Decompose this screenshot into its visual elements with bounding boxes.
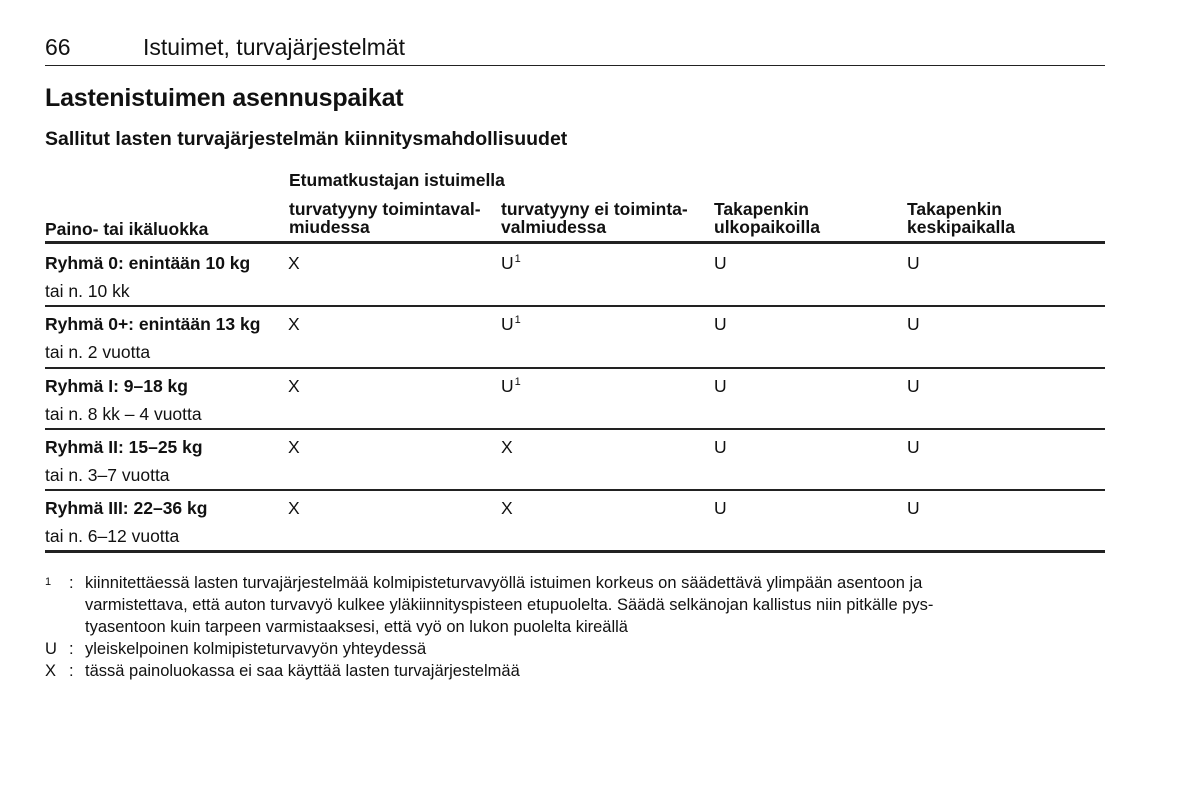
- cell-value: U: [501, 253, 514, 273]
- table-row: [45, 429, 1105, 489]
- footnote-line: tyasentoon kuin tarpeen varmistaaksesi, että vyö on lukon puolelta kireällä: [85, 618, 628, 636]
- row-group-label: Ryhmä 0+: enintään 13 kg: [45, 314, 261, 334]
- column-header-line: turvatyyny toimintaval-: [289, 199, 481, 219]
- cell-airbag-inactive: [501, 437, 514, 458]
- cell-rear-outer: U: [714, 376, 727, 396]
- column-header-text: Paino- tai ikäluokka: [45, 219, 209, 239]
- cell-value: U: [501, 376, 514, 396]
- footnote-text: tässä painoluokassa ei saa käyttää lasten turvajärjestelmää: [85, 662, 520, 680]
- row-age-label: tai n. 6–12 vuotta: [45, 526, 180, 546]
- footnote-colon: :: [69, 574, 74, 592]
- cell-rear-center: U: [907, 314, 920, 334]
- cell-rear-outer: U: [714, 253, 727, 273]
- table-row: [45, 490, 1105, 550]
- column-header-airbag-active: [289, 200, 481, 236]
- column-header-line: Takapenkin: [714, 199, 809, 219]
- table-bottom-rule: [45, 550, 1105, 553]
- front-seat-group-header: Etumatkustajan istuimella: [289, 170, 505, 190]
- column-header-line: Takapenkin: [907, 199, 1002, 219]
- cell-rear-outer: U: [714, 498, 727, 518]
- column-header-airbag-inactive: [501, 200, 688, 236]
- footnote-key: X: [45, 662, 57, 680]
- footnote-1: [45, 572, 1115, 638]
- row-age-label: tai n. 10 kk: [45, 281, 130, 301]
- cell-rear-outer: U: [714, 314, 727, 334]
- cell-airbag-active: X: [288, 253, 300, 273]
- cell-rear-outer: U: [714, 437, 727, 457]
- cell-rear-center: U: [907, 376, 920, 396]
- footnote-text: [85, 572, 1115, 638]
- footnote-ref: 1: [514, 314, 521, 326]
- footnote-ref: 1: [514, 253, 521, 265]
- column-header-line: ulkopaikoilla: [714, 217, 820, 237]
- page-number: 66: [45, 34, 71, 60]
- footnote-ref: 1: [514, 376, 521, 388]
- table-row: [45, 245, 1105, 305]
- section-title: Lastenistuimen asennuspaikat: [45, 84, 404, 112]
- column-header-rear-center: [907, 200, 1015, 236]
- cell-airbag-inactive: [501, 376, 521, 397]
- footnote-colon: :: [69, 662, 74, 680]
- table-row: [45, 368, 1105, 428]
- footnote-u: [45, 638, 1115, 660]
- column-header-line: keskipaikalla: [907, 217, 1015, 237]
- footnote-colon: :: [69, 640, 74, 658]
- cell-airbag-active: X: [288, 437, 300, 457]
- cell-airbag-active: X: [288, 376, 300, 396]
- row-group-label: Ryhmä I: 9–18 kg: [45, 376, 188, 396]
- column-header-rear-outer: [714, 200, 820, 236]
- footnote-line: kiinnitettäessä lasten turvajärjestelmää kolmipisteturvavyöllä istuimen korkeus on säädettävä ylimpään asentoon ja: [85, 574, 923, 592]
- row-age-label: tai n. 2 vuotta: [45, 342, 151, 362]
- running-title: Istuimet, turvajärjestelmät: [143, 34, 406, 60]
- footnote-x: [45, 660, 1115, 682]
- cell-airbag-inactive: [501, 253, 521, 274]
- footnote-line: varmistettava, että auton turvavyö kulkee yläkiinnityspisteen etupuolelta. Säädä selkänojan kallistus niin pitkälle pys-: [85, 596, 934, 614]
- cell-airbag-active: X: [288, 498, 300, 518]
- cell-airbag-inactive: [501, 498, 514, 519]
- row-group-label: Ryhmä 0: enintään 10 kg: [45, 253, 251, 273]
- column-header-line: turvatyyny ei toiminta-: [501, 199, 688, 219]
- cell-rear-center: U: [907, 253, 920, 273]
- page-header: [45, 34, 1105, 66]
- row-group-label: Ryhmä II: 15–25 kg: [45, 437, 203, 457]
- cell-airbag-active: X: [288, 314, 300, 334]
- footnote-text: yleiskelpoinen kolmipisteturvavyön yhteydessä: [85, 640, 427, 658]
- cell-airbag-inactive: [501, 314, 521, 335]
- row-age-label: tai n. 3–7 vuotta: [45, 465, 170, 485]
- footnote-key: 1: [45, 576, 52, 588]
- cell-value: X: [501, 498, 513, 518]
- column-header-line: valmiudessa: [501, 217, 607, 237]
- cell-rear-center: U: [907, 498, 920, 518]
- row-age-label: tai n. 8 kk – 4 vuotta: [45, 404, 202, 424]
- footnote-key: U: [45, 640, 57, 658]
- header-divider: [45, 241, 1105, 244]
- table-row: [45, 306, 1105, 366]
- row-group-label: Ryhmä III: 22–36 kg: [45, 498, 208, 518]
- cell-value: X: [501, 437, 513, 457]
- column-header-line: miudessa: [289, 217, 370, 237]
- column-header-weight-class: [45, 220, 208, 238]
- cell-value: U: [501, 314, 514, 334]
- table-subtitle: Sallitut lasten turvajärjestelmän kiinnitysmahdollisuudet: [45, 128, 568, 150]
- cell-rear-center: U: [907, 437, 920, 457]
